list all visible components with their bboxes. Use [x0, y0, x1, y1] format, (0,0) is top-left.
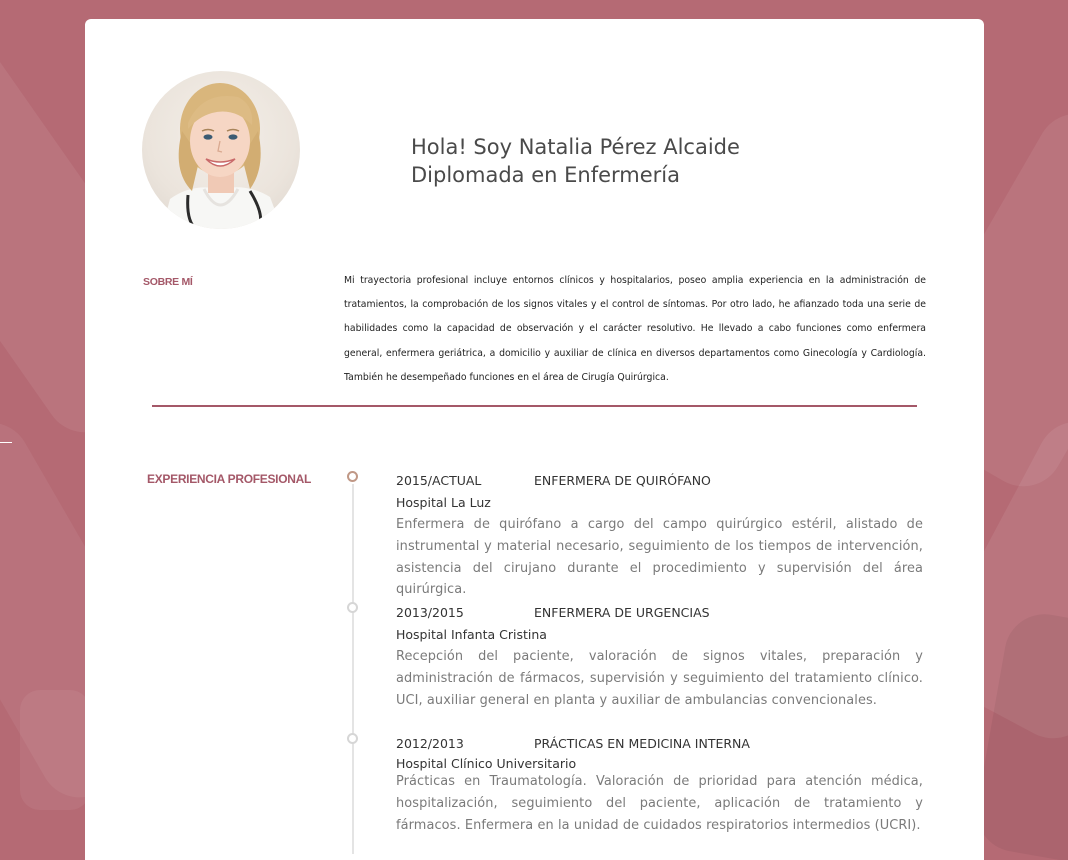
- experience-entry: [396, 603, 923, 711]
- professional-title: Diplomada en Enfermería: [411, 163, 680, 187]
- timeline-line: [352, 484, 354, 854]
- headline: [411, 133, 740, 189]
- entry-role: ENFERMERA DE URGENCIAS: [534, 604, 710, 620]
- about-label: SOBRE MÍ: [143, 276, 193, 288]
- entry-description: Prácticas en Traumatología. Valoración de prioridad para atención médica, hospitalización, seguimiento del paciente, aplicación de tratamiento y fármacos. Enfermera en la unidad de cuidados respiratorios intermedios (UCRI).: [396, 774, 923, 833]
- entry-place: Hospital Clínico Universitario: [396, 756, 577, 771]
- entry-description: Recepción del paciente, valoración de signos vitales, preparación y administración de fármacos, supervisión y seguimiento del tratamiento clínico. UCI, auxiliar general en planta y auxiliar de ambulancias convencionales.: [396, 649, 923, 708]
- entry-place: Hospital La Luz: [396, 495, 491, 510]
- timeline-dot: [347, 602, 358, 613]
- profile-photo: [142, 71, 300, 229]
- entry-date: 2015/ACTUAL: [396, 472, 482, 488]
- timeline-dot: [347, 733, 358, 744]
- experience-label: EXPERIENCIA PROFESIONAL: [147, 472, 312, 486]
- experience-entry: [396, 471, 923, 601]
- entry-description: Enfermera de quirófano a cargo del campo quirúrgico estéril, alistado de instrumental y material necesario, seguimiento de los tiempos de intervención, asistencia del cirujano durante el procedimiento y supervisión del área quirúrgica.: [396, 517, 923, 598]
- entry-date: 2013/2015: [396, 604, 464, 620]
- avatar: [142, 71, 300, 229]
- experience-entry: [396, 734, 923, 836]
- entry-place: Hospital Infanta Cristina: [396, 627, 547, 642]
- cv-card: [85, 19, 984, 860]
- syringe-shape: [20, 690, 90, 810]
- entry-role: ENFERMERA DE QUIRÓFANO: [534, 472, 711, 488]
- entry-date: 2012/2013: [396, 735, 464, 751]
- greeting: Hola! Soy Natalia Pérez Alcaide: [411, 135, 740, 159]
- section-divider: [152, 405, 917, 407]
- timeline-dot-active: [347, 471, 358, 482]
- entry-role: PRÁCTICAS EN MEDICINA INTERNA: [534, 735, 750, 751]
- about-text: Mi trayectoria profesional incluye entornos clínicos y hospitalarios, poseo amplia experiencia en la administración de tratamientos, la comprobación de los signos vitales y el control de síntomas. Por otro lado, he afianzado toda una serie de habilidades como la capacidad de observación y el carácter resolutivo. He llevado a cabo funciones como enfermera general, enfermera geriátrica, a domicilio y auxiliar de clínica en diversos departamentos como Ginecología y Cardiología. También he desempeñado funciones en el área de Cirugía Quirúrgica.: [344, 275, 926, 383]
- edge-mark: [0, 442, 12, 443]
